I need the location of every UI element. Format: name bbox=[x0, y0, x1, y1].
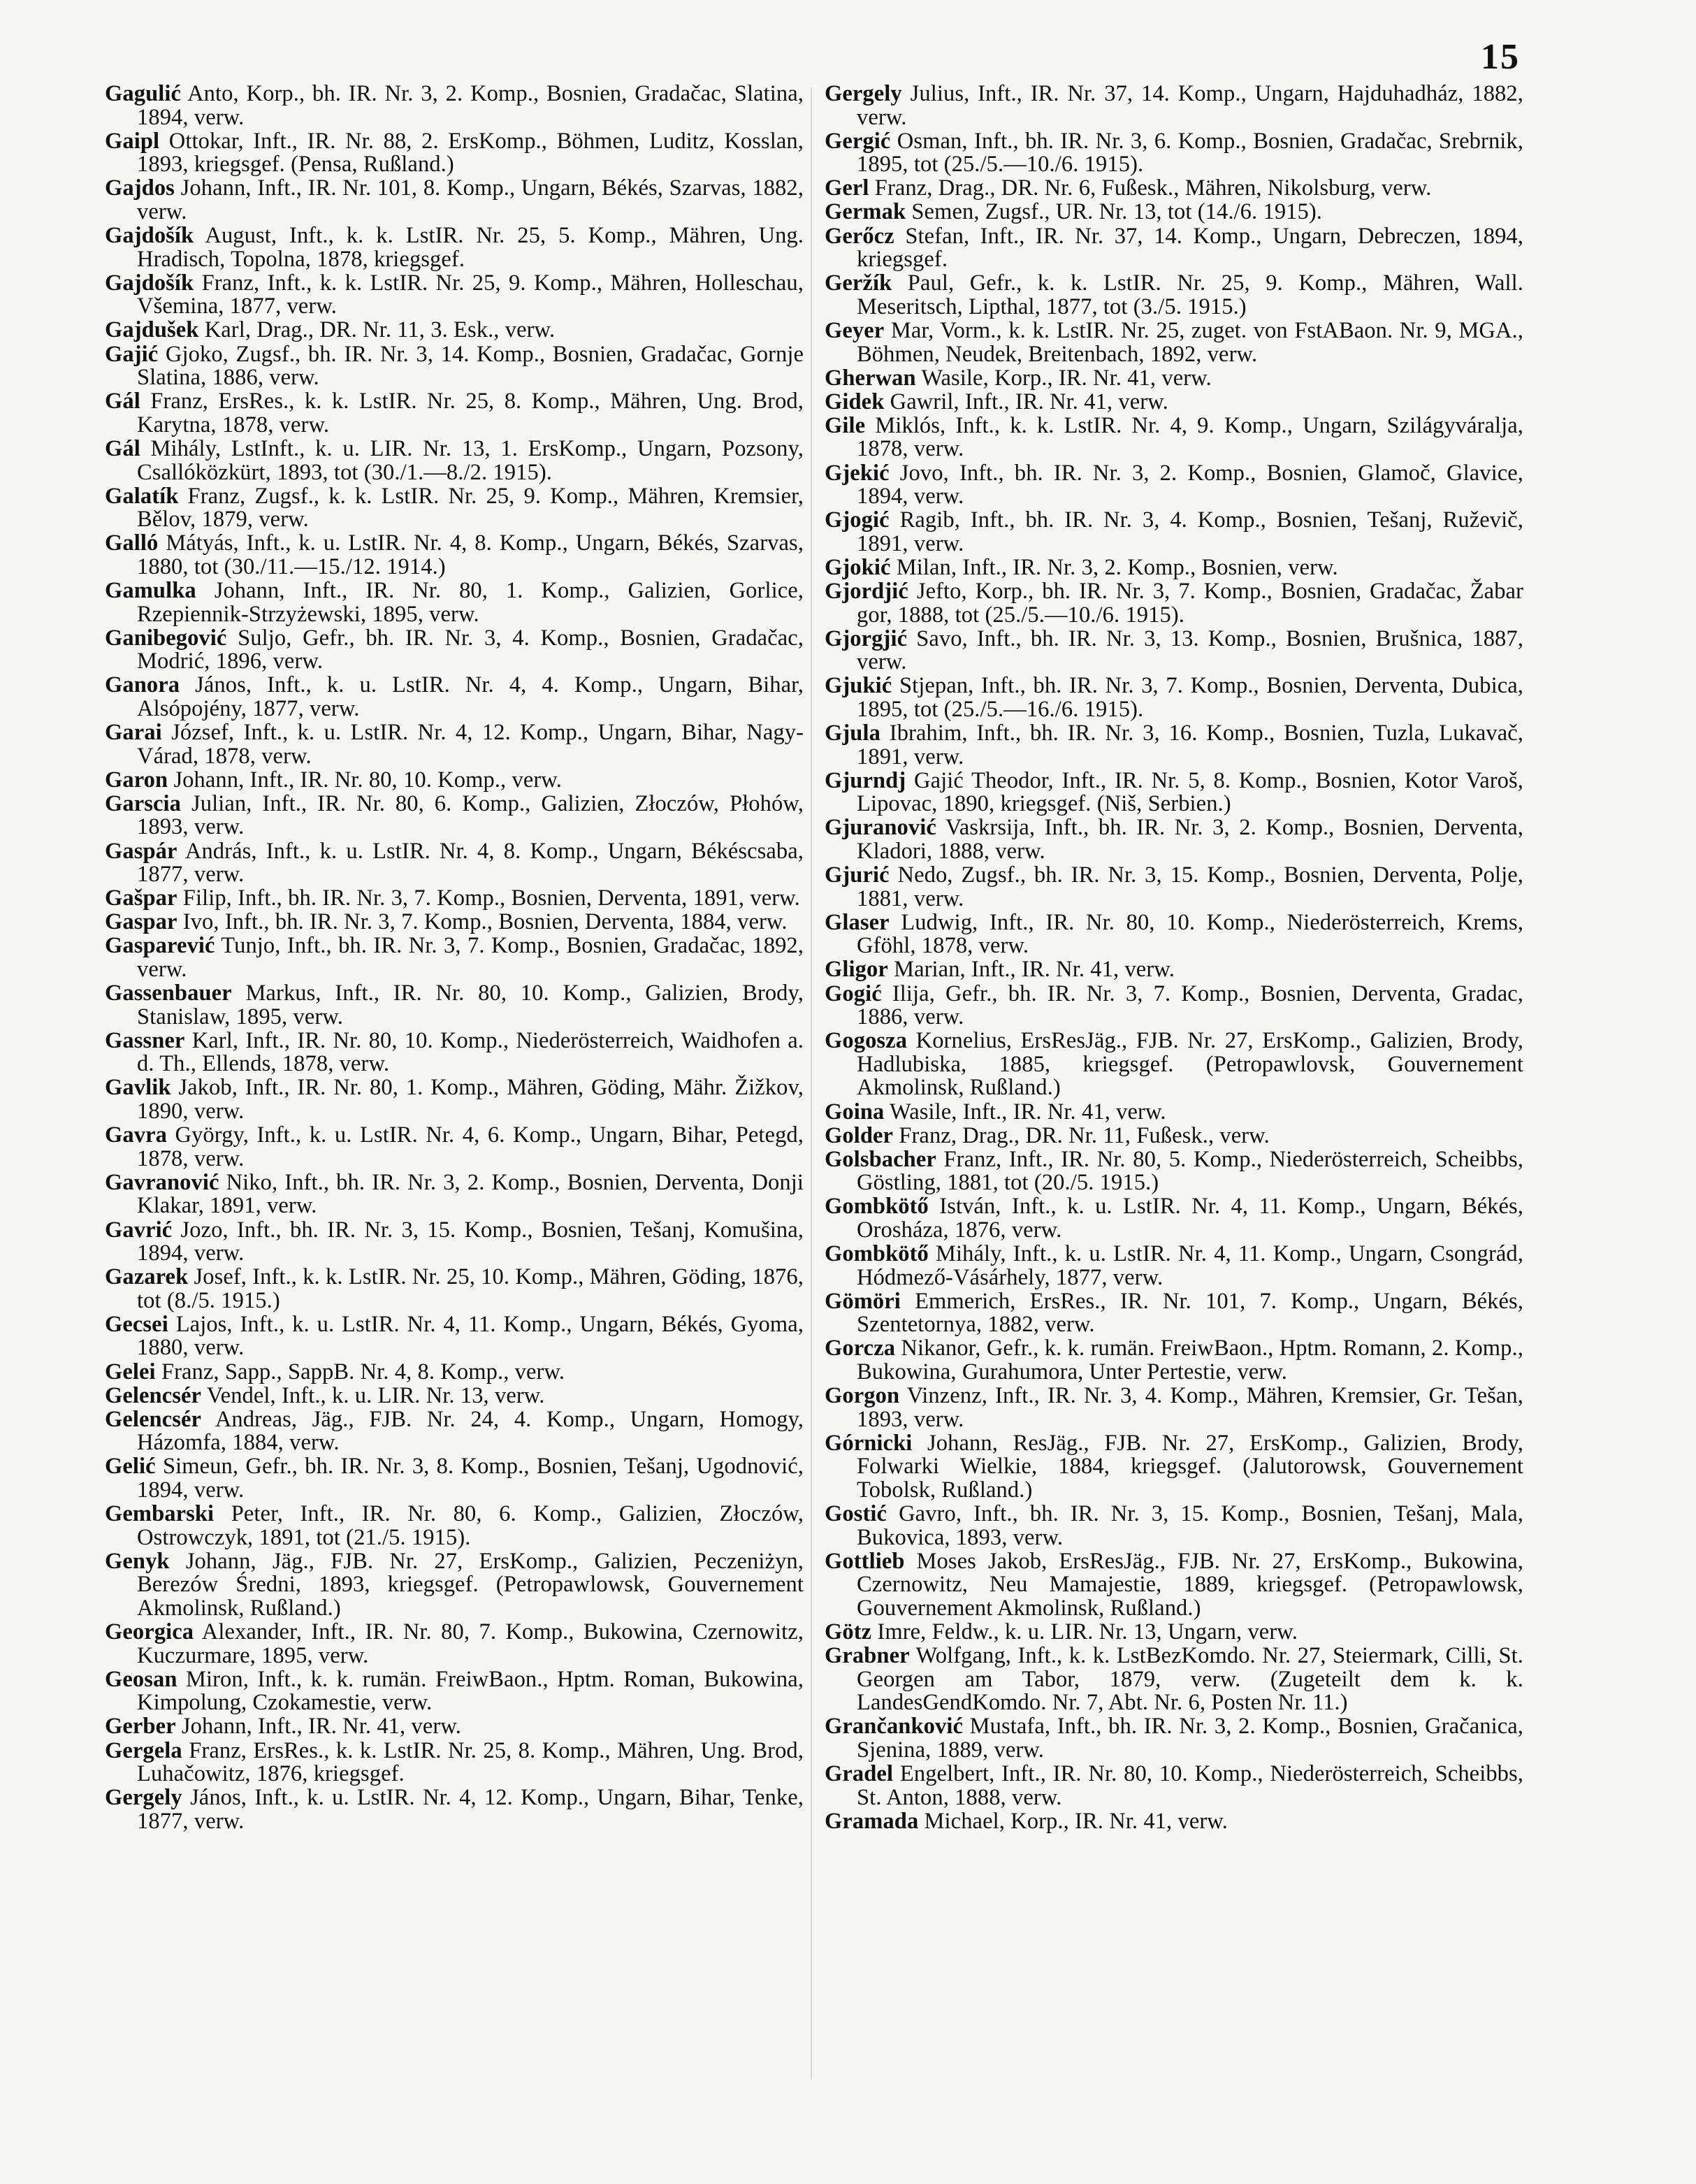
entry-surname: Garai bbox=[105, 720, 162, 746]
entry-surname: Gjordjić bbox=[825, 578, 908, 604]
entry-details: Jakob, Inft., IR. Nr. 80, 1. Komp., Mähren, Göding, Mähr. Žižkov, 1890, verw. bbox=[137, 1075, 804, 1124]
entry-surname: Gergely bbox=[105, 1785, 182, 1811]
list-entry bbox=[105, 1171, 804, 1218]
list-entry bbox=[825, 1148, 1523, 1195]
entry-surname: Gidek bbox=[825, 389, 885, 414]
entry-surname: Gerber bbox=[105, 1714, 176, 1740]
list-entry bbox=[825, 722, 1523, 769]
entry-surname: Gjekić bbox=[825, 460, 890, 486]
list-entry bbox=[825, 580, 1523, 627]
entry-surname: Ganibegović bbox=[105, 625, 227, 651]
entry-surname: Gorcza bbox=[825, 1336, 896, 1361]
entry-surname: Gjurić bbox=[825, 862, 890, 888]
entry-details: Emmerich, ErsRes., IR. Nr. 101, 7. Komp., Ungarn, Békés, Szentetornya, 1882, verw. bbox=[857, 1288, 1523, 1338]
entry-details: Simeun, Gefr., bh. IR. Nr. 3, 8. Komp., Bosnien, Tešanj, Ugodnović, 1894, verw. bbox=[137, 1454, 804, 1503]
entry-surname: Gjorgjić bbox=[825, 625, 908, 651]
entry-details: Mihály, LstInft., k. u. LIR. Nr. 13, 1. ErsKomp., Ungarn, Pozsony, Csallóközkürt, 1893, tot (30./1.—8./2. 1915). bbox=[137, 435, 804, 485]
entry-surname: Gergić bbox=[825, 128, 891, 154]
list-entry bbox=[825, 1384, 1523, 1431]
entry-details: Miklós, Inft., k. k. LstIR. Nr. 4, 9. Komp., Ungarn, Szilágyváralja, 1878, verw. bbox=[857, 412, 1524, 462]
entry-surname: Gaspar bbox=[105, 909, 177, 935]
entry-surname: Gorgon bbox=[825, 1383, 900, 1409]
entry-surname: Glaser bbox=[825, 909, 890, 935]
list-entry bbox=[105, 1621, 804, 1668]
entry-surname: Gergela bbox=[105, 1737, 182, 1763]
entry-details: Franz, ErsRes., k. k. LstIR. Nr. 25, 8. Komp., Mähren, Ung. Brod, Luhačowitz, 1876, kriegsgef. bbox=[137, 1737, 804, 1787]
list-entry bbox=[105, 1384, 804, 1408]
list-entry bbox=[105, 1550, 804, 1621]
entry-surname: Gajić bbox=[105, 341, 159, 367]
entry-details: Karl, Inft., IR. Nr. 80, 10. Komp., Niederösterreich, Waidhofen a. d. Th., Ellends, 1878, verw. bbox=[137, 1027, 804, 1077]
entry-surname: Grabner bbox=[825, 1643, 910, 1669]
list-entry bbox=[825, 1337, 1523, 1384]
entry-details: Franz, Sapp., SappB. Nr. 4, 8. Komp., verw. bbox=[161, 1359, 565, 1384]
entry-details: Peter, Inft., IR. Nr. 80, 6. Komp., Galizien, Złoczów, Ostrowczyk, 1891, tot (21./5. 1915). bbox=[137, 1501, 804, 1550]
list-entry bbox=[825, 414, 1523, 461]
list-entry bbox=[105, 1219, 804, 1266]
list-entry bbox=[105, 1503, 804, 1549]
entry-details: Ottokar, Inft., IR. Nr. 88, 2. ErsKomp., Böhmen, Luditz, Kosslan, 1893, kriegsgef. (Pensa, Rußland.) bbox=[137, 128, 804, 178]
list-entry bbox=[825, 1715, 1523, 1762]
entry-details: Franz, Inft., k. k. LstIR. Nr. 25, 9. Komp., Mähren, Holleschau, Všemina, 1877, verw. bbox=[137, 270, 804, 319]
entry-details: Gjoko, Zugsf., bh. IR. Nr. 3, 14. Komp., Bosnien, Gradačac, Gornje Slatina, 1886, verw. bbox=[137, 341, 804, 391]
entry-details: Stefan, Inft., IR. Nr. 37, 14. Komp., Ungarn, Debreczen, 1894, kriegsgef. bbox=[857, 223, 1523, 273]
list-entry bbox=[105, 1076, 804, 1123]
entry-details: Gawril, Inft., IR. Nr. 41, verw. bbox=[890, 389, 1168, 414]
entry-details: József, Inft., k. u. LstIR. Nr. 4, 12. Komp., Ungarn, Bihar, Nagy-Várad, 1878, verw. bbox=[137, 720, 804, 769]
entry-surname: Geosan bbox=[105, 1666, 177, 1692]
list-entry bbox=[825, 225, 1523, 272]
list-entry bbox=[105, 1124, 804, 1171]
entry-details: Alexander, Inft., IR. Nr. 80, 7. Komp., Bukowina, Czernowitz, Kuczurmare, 1895, verw. bbox=[137, 1619, 804, 1668]
entry-surname: Gombkötő bbox=[825, 1194, 929, 1220]
list-entry bbox=[825, 1290, 1523, 1337]
entry-details: János, Inft., k. u. LstIR. Nr. 4, 4. Komp., Ungarn, Bihar, Alsópojény, 1877, verw. bbox=[137, 672, 804, 721]
list-entry bbox=[825, 983, 1523, 1029]
list-entry bbox=[825, 674, 1523, 721]
entry-surname: Gaspár bbox=[105, 838, 177, 864]
list-entry bbox=[105, 1715, 804, 1739]
entry-surname: Garon bbox=[105, 767, 168, 793]
entry-details: Jefto, Korp., bh. IR. Nr. 3, 7. Komp., Bosnien, Gradačac, Žabar gor, 1888, tot (25./5.—10./6. 1915). bbox=[857, 578, 1523, 628]
list-entry bbox=[825, 625, 1523, 675]
entry-details: Franz, ErsRes., k. k. LstIR. Nr. 25, 8. Komp., Mähren, Ung. Brod, Karytna, 1878, verw. bbox=[137, 389, 804, 437]
entry-details: Kornelius, ErsResJäg., FJB. Nr. 27, ErsKomp., Galizien, Brody, Hadlubiska, 1885, kriegsgef. (Petropawlovsk, Gouvernement Akmolinsk, Rußland.) bbox=[857, 1028, 1523, 1101]
list-entry bbox=[825, 177, 1523, 201]
entry-surname: Gál bbox=[105, 389, 140, 414]
entry-surname: Gogić bbox=[825, 981, 882, 1006]
entry-surname: Gjukić bbox=[825, 673, 892, 699]
entry-details: Wasile, Korp., IR. Nr. 41, verw. bbox=[921, 365, 1212, 391]
list-entry bbox=[105, 769, 804, 793]
list-entry bbox=[825, 1029, 1523, 1100]
entry-surname: Gelencsér bbox=[105, 1382, 202, 1408]
entry-surname: Geyer bbox=[825, 317, 885, 343]
entry-surname: Galló bbox=[105, 530, 159, 556]
entry-details: Franz, Zugsf., k. k. LstIR. Nr. 25, 9. Komp., Mähren, Kremsier, Bělov, 1879, verw. bbox=[137, 483, 804, 533]
entry-details: Vinzenz, Inft., IR. Nr. 3, 4. Komp., Mähren, Kremsier, Gr. Tešan, 1893, verw. bbox=[857, 1383, 1524, 1432]
entry-surname: Gajdos bbox=[105, 175, 175, 201]
entry-surname: Gottlieb bbox=[825, 1548, 905, 1574]
entry-details: Johann, Inft., IR. Nr. 80, 1. Komp., Galizien, Gorlice, Rzepiennik-Strzyżewski, 1895, verw. bbox=[137, 577, 804, 627]
list-entry bbox=[105, 1668, 804, 1715]
entry-surname: Genyk bbox=[105, 1548, 170, 1574]
entry-details: Nedo, Zugsf., bh. IR. Nr. 3, 15. Komp., Bosnien, Derventa, Polje, 1881, verw. bbox=[857, 862, 1523, 911]
list-entry bbox=[825, 1621, 1523, 1644]
entry-details: Semen, Zugsf., UR. Nr. 13, tot (14./6. 1915). bbox=[911, 199, 1323, 225]
entry-surname: Gavrić bbox=[105, 1217, 173, 1243]
entry-details: Vendel, Inft., k. u. LIR. Nr. 13, verw. bbox=[206, 1382, 545, 1408]
entry-details: Ludwig, Inft., IR. Nr. 80, 10. Komp., Niederösterreich, Krems, Gföhl, 1878, verw. bbox=[857, 909, 1523, 959]
entry-surname: Gömöri bbox=[825, 1288, 901, 1314]
right-column bbox=[825, 82, 1523, 1834]
entry-surname: Gradel bbox=[825, 1761, 894, 1787]
list-entry bbox=[105, 887, 804, 911]
list-entry bbox=[825, 1644, 1523, 1715]
list-entry bbox=[105, 911, 804, 934]
list-entry bbox=[105, 1313, 804, 1360]
entry-surname: Gajdošík bbox=[105, 223, 194, 249]
list-entry bbox=[825, 864, 1523, 911]
entry-details: Imre, Feldw., k. u. LIR. Nr. 13, Ungarn, verw. bbox=[877, 1619, 1298, 1645]
entry-details: Miron, Inft., k. k. rumän. FreiwBaon., Hptm. Roman, Bukowina, Kimpolung, Czokamestie, verw. bbox=[137, 1666, 804, 1716]
list-entry bbox=[825, 1550, 1523, 1621]
list-entry bbox=[105, 627, 804, 674]
entry-surname: Górnicki bbox=[825, 1430, 913, 1456]
entry-surname: Ganora bbox=[105, 672, 180, 698]
page-number: 15 bbox=[1481, 37, 1520, 77]
entry-surname: Geržík bbox=[825, 270, 892, 296]
entry-surname: Golsbacher bbox=[825, 1146, 936, 1172]
entry-details: Franz, Drag., DR. Nr. 6, Fußesk., Mähren, Nikolsburg, verw. bbox=[874, 175, 1432, 201]
entry-details: Stjepan, Inft., bh. IR. Nr. 3, 7. Komp., Bosnien, Derventa, Dubica, 1895, tot (25./5.—16./6. 1915). bbox=[857, 673, 1523, 722]
entry-surname: Gembarski bbox=[105, 1501, 215, 1527]
entry-surname: Gile bbox=[825, 412, 866, 438]
entry-surname: Georgica bbox=[105, 1619, 194, 1645]
entry-surname: Gerl bbox=[825, 175, 869, 201]
entry-surname: Grančanković bbox=[825, 1714, 964, 1740]
entry-details: Ilija, Gefr., bh. IR. Nr. 3, 7. Komp., Bosnien, Derventa, Gradac, 1886, verw. bbox=[857, 981, 1523, 1030]
entry-details: Franz, Inft., IR. Nr. 80, 5. Komp., Niederösterreich, Scheibbs, Göstling, 1881, tot (20./5. 1915.) bbox=[857, 1146, 1523, 1196]
list-entry bbox=[105, 579, 804, 626]
list-entry bbox=[825, 1101, 1523, 1124]
list-entry bbox=[105, 319, 804, 342]
entry-surname: Gjuranović bbox=[825, 815, 936, 841]
entry-details: Mustafa, Inft., bh. IR. Nr. 3, 2. Komp., Bosnien, Gračanica, Sjenina, 1889, verw. bbox=[857, 1714, 1523, 1763]
entry-details: Nikanor, Gefr., k. k. rumän. FreiwBaon., Hptm. Romann, 2. Komp., Bukowina, Gurahumora, Unter Pertestie, verw. bbox=[857, 1336, 1523, 1385]
entry-details: Jovo, Inft., bh. IR. Nr. 3, 2. Komp., Bosnien, Glamoč, Glavice, 1894, verw. bbox=[857, 460, 1523, 509]
list-entry bbox=[105, 532, 804, 579]
list-entry bbox=[105, 272, 804, 319]
list-entry bbox=[105, 934, 804, 981]
entry-details: Franz, Drag., DR. Nr. 11, Fußesk., verw. bbox=[899, 1122, 1270, 1148]
entry-surname: Gelencsér bbox=[105, 1406, 202, 1432]
entry-surname: Gergely bbox=[825, 81, 902, 106]
entry-surname: Gajdošík bbox=[105, 270, 194, 296]
list-entry bbox=[825, 462, 1523, 509]
entry-details: György, Inft., k. u. LstIR. Nr. 4, 6. Komp., Ungarn, Bihar, Petegd, 1878, verw. bbox=[137, 1122, 804, 1171]
entry-details: István, Inft., k. u. LstIR. Nr. 4, 11. Komp., Ungarn, Békés, Orosháza, 1876, verw. bbox=[857, 1194, 1523, 1243]
entry-surname: Gasparević bbox=[105, 933, 215, 959]
entry-details: Ibrahim, Inft., bh. IR. Nr. 3, 16. Komp., Bosnien, Tuzla, Lukavač, 1891, verw. bbox=[857, 721, 1523, 769]
entry-details: Mátyás, Inft., k. u. LstIR. Nr. 4, 8. Komp., Ungarn, Békés, Szarvas, 1880, tot (30./11.—15./12. 1914.) bbox=[137, 530, 804, 579]
list-entry bbox=[825, 911, 1523, 958]
list-entry bbox=[105, 82, 804, 129]
list-entry bbox=[825, 1432, 1523, 1503]
entry-details: Tunjo, Inft., bh. IR. Nr. 3, 7. Komp., Bosnien, Gradačac, 1892, verw. bbox=[137, 933, 804, 982]
entry-details: Mihály, Inft., k. u. LstIR. Nr. 4, 11. Komp., Ungarn, Csongrád, Hódmező-Vásárhely, 1877, verw. bbox=[857, 1241, 1523, 1290]
entry-surname: Gamulka bbox=[105, 577, 196, 603]
entry-details: Lajos, Inft., k. u. LstIR. Nr. 4, 11. Komp., Ungarn, Békés, Gyoma, 1880, verw. bbox=[137, 1311, 804, 1361]
entry-surname: Gavranović bbox=[105, 1169, 219, 1195]
entry-details: Wolfgang, Inft., k. k. LstBezKomdo. Nr. 27, Steiermark, Cilli, St. Georgen am Tabor, 1879, verw. (Zugeteilt dem k. k. LandesGendKomdo. Nr. 7, Abt. Nr. 6, Posten Nr. 11.) bbox=[857, 1643, 1523, 1716]
entry-surname: Gligor bbox=[825, 957, 888, 983]
entry-details: Gajić Theodor, Inft., IR. Nr. 5, 8. Komp., Bosnien, Kotor Varoš, Lipovac, 1890, kriegsgef. (Niš, Serbien.) bbox=[857, 767, 1523, 817]
entry-surname: Gavlik bbox=[105, 1075, 171, 1101]
entry-surname: Gecsei bbox=[105, 1311, 168, 1337]
list-entry bbox=[825, 509, 1523, 556]
list-entry bbox=[825, 556, 1523, 580]
entry-details: Suljo, Gefr., bh. IR. Nr. 3, 4. Komp., Bosnien, Gradačac, Modrić, 1896, verw. bbox=[137, 625, 804, 674]
list-entry bbox=[105, 1029, 804, 1076]
list-entry bbox=[105, 1408, 804, 1455]
entry-surname: Gerőcz bbox=[825, 223, 894, 249]
entry-surname: Gjurndj bbox=[825, 767, 906, 793]
entry-surname: Gostić bbox=[825, 1501, 887, 1527]
list-entry bbox=[105, 721, 804, 768]
entry-details: Anto, Korp., bh. IR. Nr. 3, 2. Komp., Bosnien, Gradačac, Slatina, 1894, verw. bbox=[137, 81, 804, 130]
list-entry bbox=[105, 1737, 804, 1787]
list-entry bbox=[105, 1786, 804, 1833]
list-entry bbox=[825, 1124, 1523, 1148]
entry-details: Julian, Inft., IR. Nr. 80, 6. Komp., Galizien, Złoczów, Płohów, 1893, verw. bbox=[137, 790, 804, 840]
entry-details: Andreas, Jäg., FJB. Nr. 24, 4. Komp., Ungarn, Homogy, Házomfa, 1884, verw. bbox=[137, 1406, 804, 1456]
list-entry bbox=[825, 1810, 1523, 1834]
list-entry bbox=[105, 437, 804, 484]
entry-details: Ragib, Inft., bh. IR. Nr. 3, 4. Komp., Bosnien, Tešanj, Ruževič, 1891, verw. bbox=[857, 507, 1523, 556]
list-entry bbox=[825, 1195, 1523, 1242]
entry-details: Osman, Inft., bh. IR. Nr. 3, 6. Komp., Bosnien, Gradačac, Srebrnik, 1895, tot (25./5.—10./6. 1915). bbox=[857, 128, 1523, 178]
list-entry bbox=[105, 130, 804, 177]
list-entry bbox=[825, 816, 1523, 863]
entry-surname: Gherwan bbox=[825, 365, 916, 391]
entry-details: Niko, Inft., bh. IR. Nr. 3, 2. Komp., Bosnien, Derventa, Donji Klakar, 1891, verw. bbox=[137, 1169, 804, 1219]
entry-details: Johann, Jäg., FJB. Nr. 27, ErsKomp., Galizien, Peczeniżyn, Berezów Średni, 1893, kriegsgef. (Petropawlowsk, Gouvernement Akmolinsk, Rußland.) bbox=[137, 1548, 804, 1621]
list-entry bbox=[825, 272, 1523, 319]
entry-details: Gavro, Inft., bh. IR. Nr. 3, 15. Komp., Bosnien, Tešanj, Mala, Bukovica, 1893, verw. bbox=[857, 1501, 1523, 1550]
list-entry bbox=[105, 390, 804, 437]
entry-details: Mar, Vorm., k. k. LstIR. Nr. 25, zuget. von FstABaon. Nr. 9, MGA., Böhmen, Neudek, Breitenbach, 1892, verw. bbox=[857, 317, 1524, 367]
entry-details: August, Inft., k. k. LstIR. Nr. 25, 5. Komp., Mähren, Ung. Hradisch, Topolna, 1878, kriegsgef. bbox=[137, 223, 804, 272]
list-entry bbox=[105, 177, 804, 224]
list-entry bbox=[825, 130, 1523, 177]
list-entry bbox=[825, 319, 1523, 366]
list-entry bbox=[825, 769, 1523, 816]
entry-details: Josef, Inft., k. k. LstIR. Nr. 25, 10. Komp., Mähren, Göding, 1876, tot (8./5. 1915.) bbox=[137, 1264, 804, 1313]
entry-surname: Garscia bbox=[105, 790, 182, 816]
list-entry bbox=[105, 1266, 804, 1312]
entry-surname: Gassenbauer bbox=[105, 981, 232, 1006]
entry-surname: Gál bbox=[105, 435, 140, 461]
entry-surname: Gelei bbox=[105, 1359, 156, 1384]
list-entry bbox=[825, 1763, 1523, 1809]
left-column bbox=[105, 82, 804, 1834]
entry-surname: Gavra bbox=[105, 1122, 167, 1148]
entry-surname: Golder bbox=[825, 1122, 894, 1148]
column-divider bbox=[811, 87, 812, 2079]
entry-details: Moses Jakob, ErsResJäg., FJB. Nr. 27, ErsKomp., Bukowina, Czernowitz, Neu Mamajestie, 1889, kriegsgef. (Petropawlowsk, Gouvernement Akmolinsk, Rußland.) bbox=[857, 1548, 1523, 1621]
entry-surname: Gjogić bbox=[825, 507, 890, 533]
entry-surname: Götz bbox=[825, 1619, 872, 1645]
list-entry bbox=[105, 790, 804, 840]
entry-details: Johann, ResJäg., FJB. Nr. 27, ErsKomp., Galizien, Brody, Folwarki Wielkie, 1884, kriegsgef. (Jalutorowsk, Gouvernement Tobolsk, Rußland.) bbox=[857, 1430, 1523, 1503]
entry-details: Ivo, Inft., bh. IR. Nr. 3, 7. Komp., Bosnien, Derventa, 1884, verw. bbox=[182, 909, 788, 935]
entry-details: Johann, Inft., IR. Nr. 41, verw. bbox=[181, 1714, 461, 1740]
entry-details: Johann, Inft., IR. Nr. 80, 10. Komp., verw. bbox=[173, 767, 562, 793]
list-entry bbox=[105, 1455, 804, 1502]
list-entry bbox=[825, 1243, 1523, 1289]
entry-details: Savo, Inft., bh. IR. Nr. 3, 13. Komp., Bosnien, Brušnica, 1887, verw. bbox=[857, 625, 1523, 675]
entry-details: Milan, Inft., IR. Nr. 3, 2. Komp., Bosnien, verw. bbox=[896, 554, 1338, 580]
list-entry bbox=[825, 1503, 1523, 1549]
entry-details: Johann, Inft., IR. Nr. 101, 8. Komp., Ungarn, Békés, Szarvas, 1882, verw. bbox=[137, 175, 804, 224]
entry-details: János, Inft., k. u. LstIR. Nr. 4, 12. Komp., Ungarn, Bihar, Tenke, 1877, verw. bbox=[137, 1785, 804, 1834]
list-entry bbox=[105, 674, 804, 721]
entry-details: Wasile, Inft., IR. Nr. 41, verw. bbox=[890, 1099, 1166, 1124]
entry-details: Karl, Drag., DR. Nr. 11, 3. Esk., verw. bbox=[204, 317, 556, 343]
entry-details: Vaskrsija, Inft., bh. IR. Nr. 3, 2. Komp., Bosnien, Derventa, Kladori, 1888, verw. bbox=[857, 815, 1523, 864]
entry-details: Paul, Gefr., k. k. LstIR. Nr. 25, 9. Komp., Mähren, Wall. Meseritsch, Lipthal, 1877, tot (3./5. 1915.) bbox=[857, 270, 1523, 319]
list-entry bbox=[825, 958, 1523, 982]
entry-surname: Gjokić bbox=[825, 554, 891, 580]
entry-surname: Galatík bbox=[105, 483, 179, 509]
entry-surname: Gašpar bbox=[105, 885, 177, 911]
entry-surname: Goina bbox=[825, 1099, 885, 1124]
entry-surname: Gogosza bbox=[825, 1028, 908, 1054]
entry-surname: Germak bbox=[825, 199, 906, 225]
list-entry bbox=[105, 485, 804, 532]
entry-details: Julius, Inft., IR. Nr. 37, 14. Komp., Ungarn, Hajduhadház, 1882, verw. bbox=[857, 81, 1523, 130]
list-entry bbox=[105, 343, 804, 390]
list-entry bbox=[105, 1361, 804, 1384]
entry-surname: Gazarek bbox=[105, 1264, 189, 1290]
entry-surname: Gajdušek bbox=[105, 317, 199, 343]
entry-details: Markus, Inft., IR. Nr. 80, 10. Komp., Galizien, Brody, Stanislaw, 1895, verw. bbox=[137, 981, 804, 1029]
list-entry bbox=[825, 82, 1523, 129]
list-entry bbox=[105, 224, 804, 271]
list-entry bbox=[825, 367, 1523, 391]
list-entry bbox=[105, 982, 804, 1029]
entry-details: Michael, Korp., IR. Nr. 41, verw. bbox=[924, 1808, 1228, 1834]
entry-details: Jozo, Inft., bh. IR. Nr. 3, 15. Komp., Bosnien, Tešanj, Komušina, 1894, verw. bbox=[137, 1217, 804, 1266]
entry-details: András, Inft., k. u. LstIR. Nr. 4, 8. Komp., Ungarn, Békéscsaba, 1877, verw. bbox=[137, 838, 804, 888]
entry-details: Marian, Inft., IR. Nr. 41, verw. bbox=[894, 957, 1175, 983]
entry-details: Engelbert, Inft., IR. Nr. 80, 10. Komp., Niederösterreich, Scheibbs, St. Anton, 1888, verw. bbox=[857, 1761, 1523, 1810]
list-entry bbox=[825, 391, 1523, 414]
entry-surname: Gagulić bbox=[105, 81, 182, 106]
entry-surname: Gassner bbox=[105, 1027, 185, 1053]
entry-surname: Gramada bbox=[825, 1808, 919, 1834]
entry-surname: Gjula bbox=[825, 721, 880, 746]
entry-surname: Gombkötő bbox=[825, 1241, 929, 1267]
entry-details: Filip, Inft., bh. IR. Nr. 3, 7. Komp., Bosnien, Derventa, 1891, verw. bbox=[182, 885, 800, 911]
list-entry bbox=[825, 201, 1523, 224]
entry-surname: Gelić bbox=[105, 1454, 156, 1480]
entry-surname: Gaipl bbox=[105, 128, 160, 154]
list-entry bbox=[105, 840, 804, 887]
